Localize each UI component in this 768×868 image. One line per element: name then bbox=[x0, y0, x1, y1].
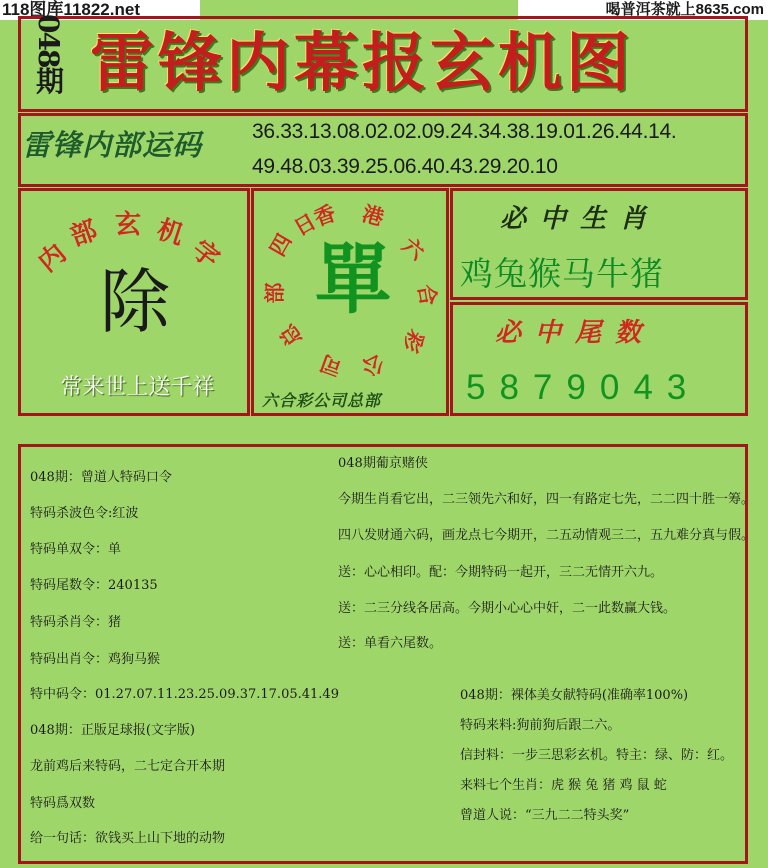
left-line: 特码爲双数 bbox=[30, 796, 96, 811]
ring-char: 彩 bbox=[397, 325, 430, 357]
inner-char-label-4: 机 bbox=[153, 214, 188, 252]
right-top-line: 送：心心相印。配：今期特码一起开，三二无情开六九。 bbox=[338, 565, 664, 580]
ring-char: 四 bbox=[264, 229, 297, 261]
left-line: 特码杀肖令：猪 bbox=[30, 615, 122, 630]
right-bottom-line: 来料七个生肖：虎 猴 兔 猪 鸡 鼠 蛇 bbox=[460, 778, 667, 793]
left-line: 特码出肖令：鸡狗马猴 bbox=[30, 652, 161, 667]
site-link-right[interactable]: 喝普洱茶就上8635.com bbox=[518, 0, 768, 20]
ring-char: 日 bbox=[289, 208, 321, 241]
issue-number: 048期 bbox=[32, 14, 65, 93]
right-bottom-line: 曾道人说：“三九二二特头奖” bbox=[460, 808, 630, 823]
right-top-line: 今期生肖看它出，二三领先六和好，四一有路定七先，二二四十胜一筹。 bbox=[338, 492, 755, 507]
right-top-line: 048期葡京赌侠 bbox=[338, 456, 428, 471]
codes-line-1: 36.33.13.08.02.02.09.24.34.38.19.01.26.44.14. bbox=[252, 120, 677, 143]
ring-char: 总 bbox=[274, 319, 307, 352]
zodiac-list: 鸡兔猴马牛猪 bbox=[460, 254, 664, 293]
left-line: 特中码令：01.27.07.11.23.25.09.37.17.05.41.49 bbox=[30, 687, 339, 702]
ring-center-char: 單 bbox=[315, 235, 391, 324]
company-label: 六合彩公司总部 bbox=[262, 391, 382, 410]
tail-numbers: 5879043 bbox=[466, 368, 701, 407]
ring-char: 合 bbox=[413, 282, 442, 308]
codes-line-2: 49.48.03.39.25.06.40.43.29.20.10 bbox=[252, 155, 558, 178]
inner-char: 除 bbox=[100, 261, 170, 343]
site-link-left[interactable]: 118图库11822.net bbox=[0, 0, 200, 20]
codes-label: 雷锋内部运码 bbox=[22, 128, 203, 162]
left-line: 特码杀波色令:红波 bbox=[30, 506, 139, 521]
right-bottom-line: 特码来料:狗前狗后跟二六。 bbox=[460, 718, 621, 733]
ring-char: 公 bbox=[359, 350, 388, 381]
ring-char: 港 bbox=[359, 200, 387, 231]
left-line: 048期：曾道人特码口令 bbox=[30, 470, 172, 485]
tail-title: 必中尾数 bbox=[495, 318, 656, 348]
right-bottom-line: 048期：裸体美女献特码(准确率100%) bbox=[460, 688, 689, 703]
inner-char-label-5: 字 bbox=[185, 234, 225, 275]
ring-char: 六 bbox=[397, 232, 430, 265]
page-title: 雷锋内幕报玄机图 bbox=[90, 26, 634, 101]
right-top-line: 四八发财通六码，画龙点七今期开，二五动情观三二，五九难分真与假。 bbox=[338, 528, 755, 543]
inner-motto: 常来世上送千祥 bbox=[60, 375, 215, 400]
ring-char: 司 bbox=[316, 350, 345, 381]
right-top-line: 送：二三分线各居高。今期小心心中奸，二一此数赢大钱。 bbox=[338, 601, 677, 616]
ring-char: 香 bbox=[310, 200, 339, 231]
inner-char-label-2: 部 bbox=[66, 215, 102, 253]
left-line: 给一句话：欲钱买上山下地的动物 bbox=[30, 831, 226, 846]
left-line: 龙前鸡后来特码，二七定合开本期 bbox=[30, 759, 226, 774]
inner-char-label-1: 内 bbox=[33, 238, 73, 279]
ring-char: 部 bbox=[262, 282, 287, 304]
zodiac-title: 必中生肖 bbox=[500, 204, 661, 234]
left-line: 特码尾数令：240135 bbox=[30, 578, 158, 593]
right-top-line: 送：单看六尾数。 bbox=[338, 636, 443, 651]
left-line: 048期：正版足球报(文字版) bbox=[30, 723, 195, 738]
left-line: 特码单双令：单 bbox=[30, 542, 122, 557]
right-bottom-line: 信封料：一步三思彩玄机。特主：绿、防：红。 bbox=[460, 748, 734, 763]
inner-char-label-3: 玄 bbox=[115, 210, 142, 240]
